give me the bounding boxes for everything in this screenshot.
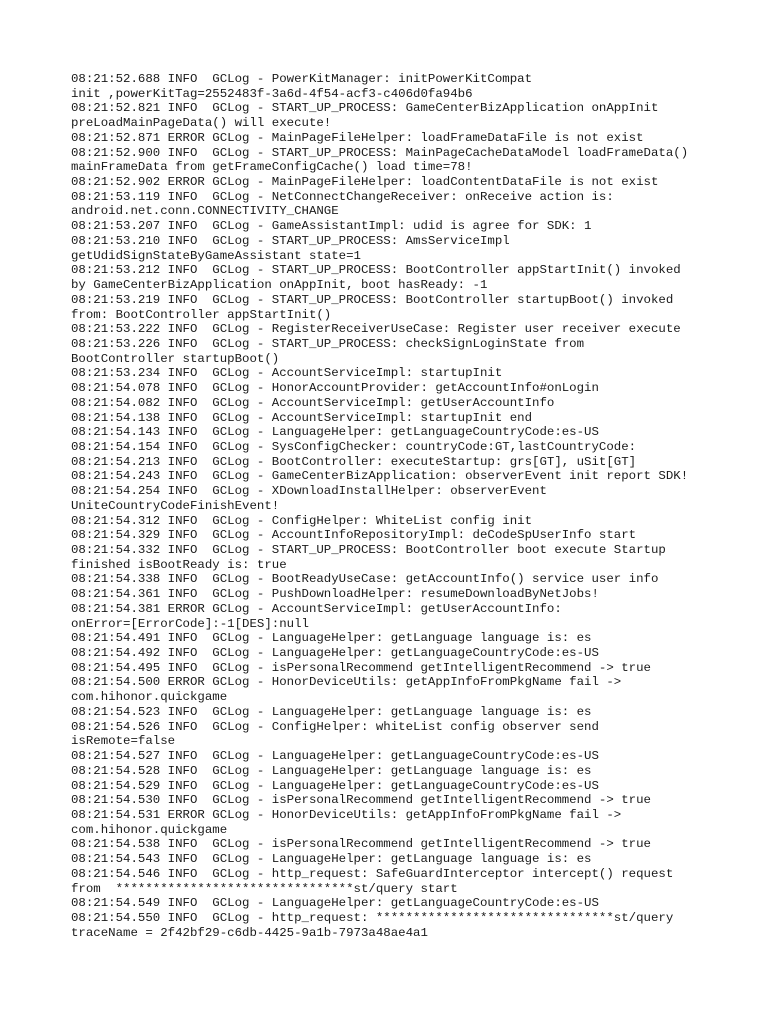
log-line: 08:21:54.338 INFO GCLog - BootReadyUseCase: getAccountInfo() service user info [71, 572, 659, 587]
log-line: 08:21:53.219 INFO GCLog - START_UP_PROCESS: BootController startupBoot() invoked [71, 292, 674, 307]
log-line: 08:21:54.143 INFO GCLog - LanguageHelper: getLanguageCountryCode:es-US [71, 425, 599, 440]
log-line: 08:21:53.212 INFO GCLog - START_UP_PROCESS: BootController appStartInit() invoked [71, 263, 681, 278]
log-line: onError=[ErrorCode]:-1[DES]:null [71, 616, 309, 631]
log-line: 08:21:53.222 INFO GCLog - RegisterReceiverUseCase: Register user receiver execute [71, 322, 681, 337]
log-line: android.net.conn.CONNECTIVITY_CHANGE [71, 204, 339, 219]
log-line: 08:21:54.361 INFO GCLog - PushDownloadHelper: resumeDownloadByNetJobs! [71, 587, 599, 602]
log-line: finished isBootReady is: true [71, 557, 287, 572]
log-line: UniteCountryCodeFinishEvent! [71, 498, 280, 513]
log-line: 08:21:54.329 INFO GCLog - AccountInfoRepositoryImpl: deCodeSpUserInfo start [71, 528, 637, 543]
log-line: 08:21:53.210 INFO GCLog - START_UP_PROCESS: AmsServiceImpl [71, 233, 510, 248]
log-line: 08:21:54.528 INFO GCLog - LanguageHelper: getLanguage language is: es [71, 763, 592, 778]
log-line: 08:21:54.381 ERROR GCLog - AccountServiceImpl: getUserAccountInfo: [71, 601, 562, 616]
log-line: 08:21:54.254 INFO GCLog - XDownloadInstallHelper: observerEvent [71, 484, 547, 499]
log-line: 08:21:53.207 INFO GCLog - GameAssistantImpl: udid is agree for SDK: 1 [71, 219, 592, 234]
log-line: 08:21:54.138 INFO GCLog - AccountServiceImpl: startupInit end [71, 410, 533, 425]
log-line: 08:21:54.546 INFO GCLog - http_request: SafeGuardInterceptor intercept() request [71, 866, 674, 881]
log-line: com.hihonor.quickgame [71, 690, 228, 705]
log-line: 08:21:52.821 INFO GCLog - START_UP_PROCESS: GameCenterBizApplication onAppInit [71, 101, 659, 116]
log-line: 08:21:53.119 INFO GCLog - NetConnectChangeReceiver: onReceive action is: [71, 189, 614, 204]
log-line: preLoadMainPageData() will execute! [71, 116, 332, 131]
log-line: 08:21:54.491 INFO GCLog - LanguageHelper: getLanguage language is: es [71, 631, 592, 646]
log-line: 08:21:54.154 INFO GCLog - SysConfigChecker: countryCode:GT,lastCountryCode: [71, 439, 637, 454]
log-line: 08:21:54.549 INFO GCLog - LanguageHelper: getLanguageCountryCode:es-US [71, 896, 599, 911]
log-line: 08:21:52.688 INFO GCLog - PowerKitManager: initPowerKitCompat [71, 72, 533, 86]
log-line: 08:21:54.550 INFO GCLog - http_request: ********************************st/query [71, 910, 674, 925]
log-line: 08:21:54.531 ERROR GCLog - HonorDeviceUtils: getAppInfoFromPkgName fail -> [71, 807, 622, 822]
log-line: 08:21:54.523 INFO GCLog - LanguageHelper: getLanguage language is: es [71, 704, 592, 719]
log-line: com.hihonor.quickgame [71, 822, 228, 837]
log-line: 08:21:54.213 INFO GCLog - BootController: executeStartup: grs[GT], uSit[GT] [71, 454, 637, 469]
log-line: 08:21:52.900 INFO GCLog - START_UP_PROCESS: MainPageCacheDataModel loadFrameData() [71, 145, 689, 160]
log-line: 08:21:52.902 ERROR GCLog - MainPageFileHelper: loadContentDataFile is not exist [71, 175, 659, 190]
log-line: 08:21:54.243 INFO GCLog - GameCenterBizApplication: observerEvent init report SDK! [71, 469, 689, 484]
log-line: getUdidSignStateByGameAssistant state=1 [71, 248, 361, 263]
log-line: isRemote=false [71, 734, 176, 749]
log-line: 08:21:54.332 INFO GCLog - START_UP_PROCESS: BootController boot execute Startup [71, 543, 666, 557]
log-line: from: BootController appStartInit() [71, 307, 332, 322]
log-line: BootController startupBoot() [71, 351, 280, 366]
log-line: 08:21:54.500 ERROR GCLog - HonorDeviceUtils: getAppInfoFromPkgName fail -> [71, 675, 622, 690]
log-line: 08:21:54.527 INFO GCLog - LanguageHelper: getLanguageCountryCode:es-US [71, 749, 599, 764]
log-line: 08:21:54.538 INFO GCLog - isPersonalRecommend getIntelligentRecommend -> true [71, 837, 651, 852]
log-line: 08:21:53.226 INFO GCLog - START_UP_PROCESS: checkSignLoginState from [71, 336, 585, 351]
log-line: 08:21:54.543 INFO GCLog - LanguageHelper: getLanguage language is: es [71, 852, 592, 867]
log-line: 08:21:52.871 ERROR GCLog - MainPageFileHelper: loadFrameDataFile is not exist [71, 130, 644, 145]
log-line: 08:21:54.078 INFO GCLog - HonorAccountProvider: getAccountInfo#onLogin [71, 381, 599, 396]
log-line: 08:21:53.234 INFO GCLog - AccountServiceImpl: startupInit [71, 366, 503, 381]
log-line: mainFrameData from getFrameConfigCache() load time=78! [71, 160, 473, 175]
log-line: traceName = 2f42bf29-c6db-4425-9a1b-7973a48ae4a1 [71, 925, 428, 940]
log-line: 08:21:54.492 INFO GCLog - LanguageHelper: getLanguageCountryCode:es-US [71, 646, 599, 661]
log-line: 08:21:54.526 INFO GCLog - ConfigHelper: whiteList config observer send [71, 719, 599, 734]
log-line: 08:21:54.495 INFO GCLog - isPersonalRecommend getIntelligentRecommend -> true [71, 660, 651, 675]
log-text-block [71, 72, 761, 940]
log-line: 08:21:54.082 INFO GCLog - AccountServiceImpl: getUserAccountInfo [71, 395, 555, 410]
log-line: 08:21:54.312 INFO GCLog - ConfigHelper: WhiteList config init [71, 513, 533, 528]
log-line: 08:21:54.529 INFO GCLog - LanguageHelper: getLanguageCountryCode:es-US [71, 778, 599, 793]
log-line: init ,powerKitTag=2552483f-3a6d-4f54-acf3-c406d0fa94b6 [71, 86, 473, 101]
log-line: from ********************************st/query start [71, 881, 458, 896]
log-line: 08:21:54.530 INFO GCLog - isPersonalRecommend getIntelligentRecommend -> true [71, 793, 651, 808]
log-line: by GameCenterBizApplication onAppInit, boot hasReady: -1 [71, 278, 488, 293]
